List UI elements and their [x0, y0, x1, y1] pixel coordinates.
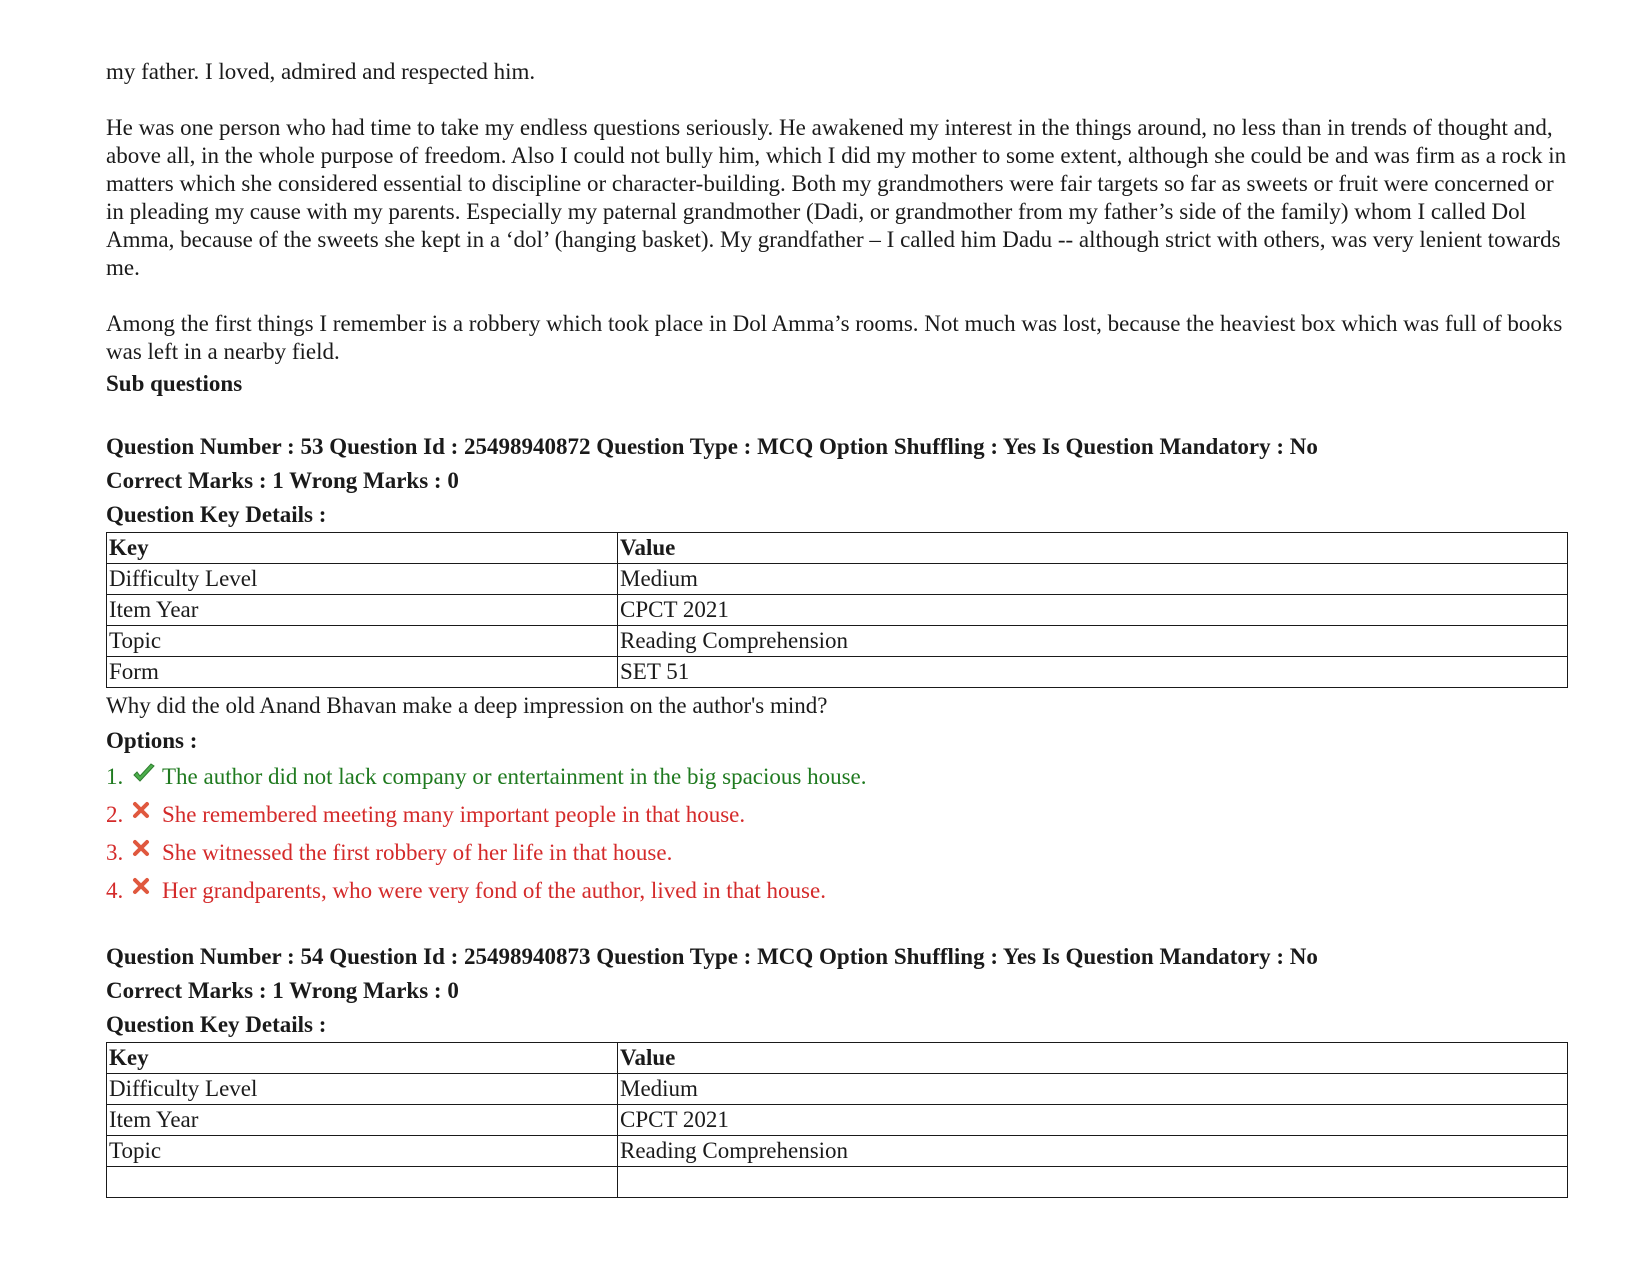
- option-text: Her grandparents, who were very fond of the author, lived in that house.: [162, 878, 826, 903]
- cross-icon: [132, 839, 162, 867]
- cross-icon: [132, 877, 162, 905]
- table-header-row: [107, 533, 1568, 564]
- table-cell-key: Item Year: [107, 1105, 618, 1136]
- passage-paragraph-2: Among the first things I remember is a robbery which took place in Dol Amma’s rooms. Not much was lost, because the heaviest box which was full of books was left in a nearby field.: [106, 311, 1563, 364]
- table-cell-value: Reading Comprehension: [618, 1136, 1568, 1167]
- option-1: [106, 758, 1576, 796]
- table-row: [107, 1074, 1568, 1105]
- sub-questions-heading: Sub questions: [106, 371, 243, 396]
- table-header-key: Key: [107, 1043, 618, 1074]
- question-54-key-table: [106, 1042, 1568, 1198]
- table-cell-value: [618, 1167, 1568, 1198]
- table-cell-value: Medium: [618, 1074, 1568, 1105]
- table-cell-key: Difficulty Level: [107, 1074, 618, 1105]
- question-54-header: Question Number : 54 Question Id : 25498940873 Question Type : MCQ Option Shuffling : Yes Is Question Mandatory : No: [106, 944, 1318, 969]
- table-row: [107, 1105, 1568, 1136]
- table-cell-key: [107, 1167, 618, 1198]
- table-cell-value: SET 51: [618, 657, 1568, 688]
- option-text: The author did not lack company or entertainment in the big spacious house.: [162, 764, 867, 789]
- question-53-key-table: [106, 532, 1568, 688]
- question-53-key-details-label: Question Key Details :: [106, 502, 327, 527]
- option-text: She witnessed the first robbery of her life in that house.: [162, 840, 673, 865]
- option-number: 3.: [106, 840, 124, 865]
- option-3: [106, 834, 1576, 872]
- table-cell-key: Form: [107, 657, 618, 688]
- option-number: 1.: [106, 764, 124, 789]
- table-row: [107, 564, 1568, 595]
- table-cell-value: Reading Comprehension: [618, 626, 1568, 657]
- passage-line: my father. I loved, admired and respected him.: [106, 59, 536, 84]
- passage-paragraph-1: He was one person who had time to take my endless questions seriously. He awakened my interest in the things around, no less than in trends of thought and, above all, in the whole purpose of freedom. Also I could not bully him, which I did my mother to some extent, although she could be and was firm as a rock in matters which she considered essential to discipline or character-building. Both my grandmothers were fair targets so far as sweets or fruit were concerned or in pleading my cause with my parents. Especially my paternal grandmother (Dadi, or grandmother from my father’s side of the family) whom I called Dol Amma, because of the sweets she kept in a ‘dol’ (hanging basket). My grandfather – I called him Dadu -- although strict with others, was very lenient towards me.: [106, 115, 1567, 280]
- check-icon: [132, 763, 162, 791]
- option-4: [106, 872, 1576, 910]
- question-53-header: Question Number : 53 Question Id : 25498940872 Question Type : MCQ Option Shuffling : Yes Is Question Mandatory : No: [106, 434, 1318, 459]
- table-row: [107, 657, 1568, 688]
- question-54-table-clip: [106, 1042, 1576, 1206]
- table-cell-value: CPCT 2021: [618, 1105, 1568, 1136]
- cross-icon: [132, 801, 162, 829]
- option-2: [106, 796, 1576, 834]
- table-row-cut: [107, 1167, 1568, 1198]
- table-header-row: [107, 1043, 1568, 1074]
- question-53-marks: Correct Marks : 1 Wrong Marks : 0: [106, 468, 459, 493]
- table-row: [107, 626, 1568, 657]
- table-cell-key: Item Year: [107, 595, 618, 626]
- table-cell-key: Difficulty Level: [107, 564, 618, 595]
- table-row: [107, 1136, 1568, 1167]
- question-54-marks: Correct Marks : 1 Wrong Marks : 0: [106, 978, 459, 1003]
- table-header-value: Value: [618, 1043, 1568, 1074]
- table-header-key: Key: [107, 533, 618, 564]
- options-label: Options :: [106, 728, 198, 753]
- table-cell-value: CPCT 2021: [618, 595, 1568, 626]
- table-cell-key: Topic: [107, 626, 618, 657]
- table-row: [107, 595, 1568, 626]
- table-cell-value: Medium: [618, 564, 1568, 595]
- question-54-key-details-label: Question Key Details :: [106, 1012, 327, 1037]
- question-53-text: Why did the old Anand Bhavan make a deep impression on the author's mind?: [106, 693, 828, 718]
- table-header-value: Value: [618, 533, 1568, 564]
- option-number: 4.: [106, 878, 124, 903]
- document-page: [106, 58, 1576, 1206]
- table-cell-key: Topic: [107, 1136, 618, 1167]
- option-text: She remembered meeting many important people in that house.: [162, 802, 746, 827]
- option-number: 2.: [106, 802, 124, 827]
